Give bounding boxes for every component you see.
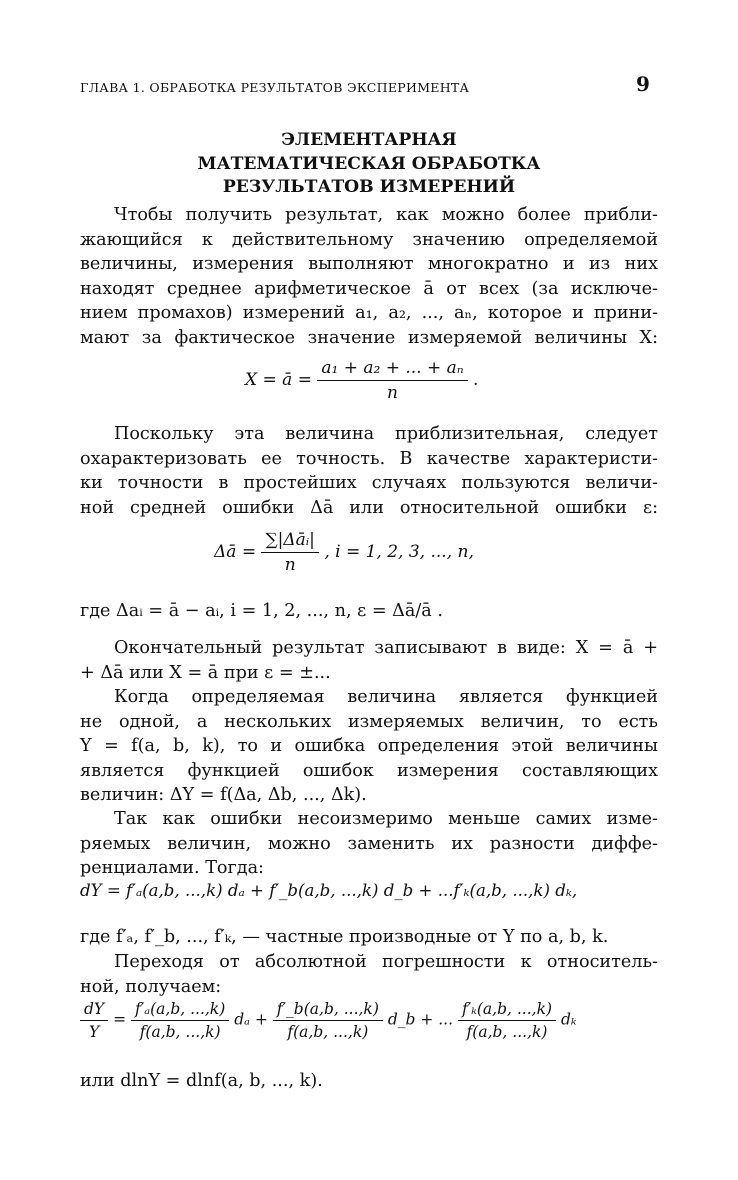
- section-title: [80, 129, 658, 200]
- formula-tail: .: [473, 370, 479, 390]
- paragraph-accuracy: [80, 422, 658, 520]
- text-line: величины, измерения выполняют многократно и из них: [80, 254, 658, 274]
- text-line: где Δaᵢ = ā − aᵢ, i = 1, 2, ..., n, ε = Δā/ā .: [80, 601, 443, 621]
- section-title-line: ЭЛЕМЕНТАРНАЯ: [281, 130, 457, 150]
- text-line: ряемых величин, можно заменить их разности диффе-: [80, 833, 658, 854]
- text-line: Переходя от абсолютной погрешности к относитель-: [114, 952, 658, 972]
- section-title-line: МАТЕМАТИЧЕСКАЯ ОБРАБОТКА: [197, 153, 541, 174]
- paragraph-intro: [80, 203, 658, 350]
- where-partials: [80, 925, 658, 950]
- formula-mean: [245, 358, 478, 403]
- text-line: ной средней ошибки Δā или относительной ошибки ε:: [80, 497, 658, 518]
- formula-multiplier: dₖ: [560, 1010, 577, 1029]
- text-line: Поскольку эта величина приблизительная, следует: [114, 424, 658, 444]
- text-line: мают за фактическое значение измеряемой величины X:: [80, 327, 658, 348]
- text-line: находят среднее арифметическое ā от всех (за исключе-: [80, 278, 658, 299]
- fraction-denominator: n: [284, 555, 296, 575]
- formula-lhs: Δā =: [214, 542, 257, 562]
- text-line: где f′ₐ, f′_b, ..., f′ₖ, — частные производные от Y по a, b, k.: [80, 927, 609, 947]
- formula-mean-error: [214, 530, 474, 575]
- text-line: ки точности в простейших случаях пользуются величи-: [80, 473, 658, 493]
- paragraph-result: [80, 636, 658, 685]
- formula-fraction: [261, 530, 318, 575]
- text-line: Так как ошибки несоизмеримо меньше самих изме-: [114, 809, 658, 829]
- text-line: Окончательный результат записывают в виде: X = ā +: [114, 638, 658, 658]
- formula-fraction: [80, 1000, 108, 1041]
- formula-relative-differential: $\frac{dY}{Y}$ = $\frac{\text{f′ₐ(a,b, ...,k)}}{f(a,b, ...,k)}$ dₐ + $\frac{f'\_b(a,b, ...,k)}{f(a,b, ...,k)}$ d_b + ... $\frac{\text{f′ₖ(a,b, ...,k)}}{f(a,b, ...,k)}$ dₖ: [80, 1000, 577, 1041]
- text-line: величин: ΔY = f(Δa, Δb, ..., Δk).: [80, 785, 367, 805]
- formula-tail: , i = 1, 2, 3, ..., n,: [324, 542, 474, 562]
- formula-lhs: X = ā =: [245, 370, 312, 390]
- paragraph-relative: [80, 950, 658, 999]
- formula-fraction: [273, 1000, 383, 1041]
- formula-multiplier: d_b + ...: [387, 1010, 454, 1029]
- formula-multiplier: dₐ +: [234, 1010, 268, 1029]
- page-number: 9: [636, 72, 650, 96]
- text-line: не одной, а нескольких измеряемых величин, то есть: [80, 711, 658, 732]
- fraction-denominator: Y: [88, 1023, 100, 1041]
- formula-fraction: [317, 358, 467, 403]
- text-line: является функцией ошибок измерения составляющих: [80, 760, 658, 781]
- fraction-denominator: f(a,b, ...,k): [287, 1023, 369, 1041]
- formula-fraction: [458, 1000, 556, 1041]
- text-line: жающийся к действительному значению определяемой: [80, 229, 658, 250]
- text-line: Когда определяемая величина является функцией: [114, 687, 658, 707]
- formula-total-differential: dY = f′ₐ(a,b, ...,k) dₐ + f′_b(a,b, ...,k) d_b + ...f′ₖ(a,b, ...,k) dₖ,: [80, 881, 578, 900]
- text-line: + Δā или X = ā при ε = ±...: [80, 662, 331, 683]
- fraction-denominator: f(a,b, ...,k): [466, 1023, 548, 1041]
- fraction-denominator: f(a,b, ...,k): [139, 1023, 221, 1041]
- fraction-numerator: f′_b(a,b, ...,k): [273, 1000, 383, 1021]
- section-title-line: РЕЗУЛЬТАТОВ ИЗМЕРЕНИЙ: [222, 177, 516, 197]
- paragraph-function: [80, 685, 658, 808]
- text-line: Чтобы получить результат, как можно более прибли-: [114, 205, 658, 225]
- text-line: нием промахов) измерений a₁, a₂, ..., aₙ, которое и прини-: [80, 303, 658, 323]
- fraction-numerator: f′ₐ(a,b, ...,k): [131, 1000, 229, 1021]
- fraction-denominator: n: [387, 383, 398, 403]
- running-header: ГЛАВА 1. ОБРАБОТКА РЕЗУЛЬТАТОВ ЭКСПЕРИМЕНТА: [80, 80, 470, 95]
- text-line: Y = f(a, b, k), то и ошибка определения этой величины: [80, 736, 658, 756]
- where-definitions: [80, 599, 658, 624]
- fraction-numerator: dY: [80, 1000, 108, 1021]
- paragraph-differentials: [80, 807, 658, 881]
- final-equation: [80, 1069, 658, 1094]
- text-line: ной, получаем:: [80, 976, 222, 997]
- fraction-numerator: ∑|Δāᵢ|: [261, 530, 318, 553]
- fraction-numerator: f′ₖ(a,b, ...,k): [458, 1000, 556, 1021]
- fraction-numerator: a₁ + a₂ + ... + aₙ: [317, 358, 467, 381]
- text-line: или dlnY = dlnf(a, b, ..., k).: [80, 1071, 323, 1091]
- text-line: ренциалами. Тогда:: [80, 858, 264, 878]
- formula-fraction: [131, 1000, 229, 1041]
- text-line: охарактеризовать ее точность. В качестве характеристи-: [80, 448, 658, 469]
